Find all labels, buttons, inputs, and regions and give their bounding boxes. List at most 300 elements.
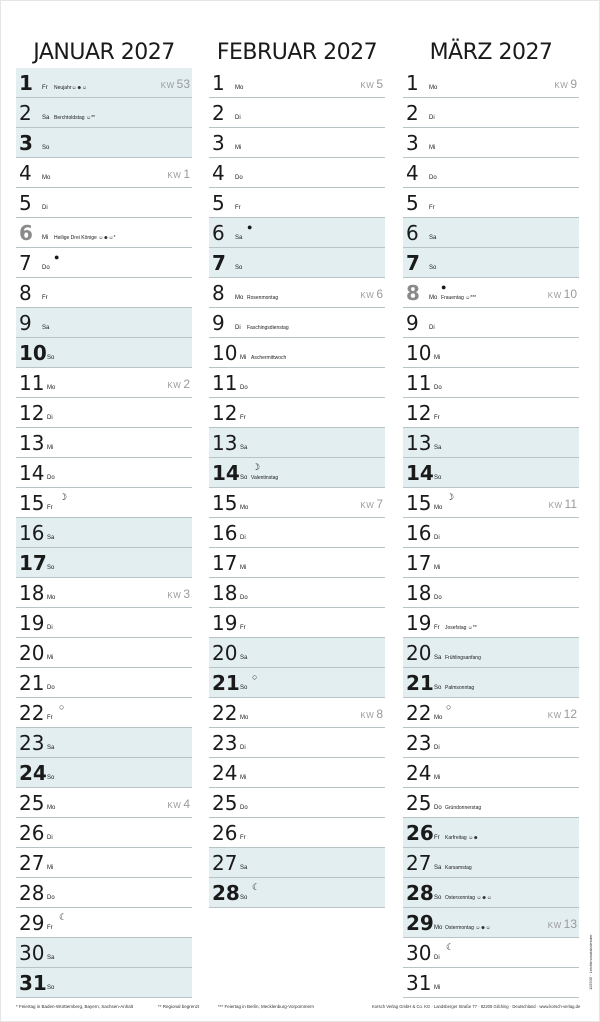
day-number: 16 [212, 521, 238, 545]
calendar-week-number: 5 [376, 77, 383, 91]
day-row [209, 248, 385, 278]
weekday-label: Fr [240, 835, 246, 841]
day-list [403, 68, 579, 998]
day-number: 28 [19, 881, 45, 905]
day-number: 9 [212, 311, 225, 335]
weekday-label: Mi [240, 775, 247, 781]
day-number: 3 [19, 131, 33, 155]
weekday-label: Sa [434, 445, 442, 451]
calendar-week-label [161, 77, 190, 91]
day-number: 13 [212, 431, 238, 455]
weekday-label: Fr [434, 835, 440, 841]
weekday-label: Sa [434, 655, 442, 661]
weekday-label: Mi [47, 655, 54, 661]
day-number: 4 [19, 161, 32, 185]
day-number: 8 [212, 281, 225, 305]
weekday-label: So [434, 475, 442, 481]
weekday-label: Fr [47, 505, 53, 511]
weekday-label: Di [240, 745, 246, 751]
weekday-label: Mi [240, 565, 247, 571]
day-row [16, 788, 192, 818]
weekday-label: Mi [434, 565, 441, 571]
day-number: 26 [19, 821, 45, 845]
weekday-label: Mo [42, 175, 51, 181]
weekday-label: Di [434, 535, 440, 541]
moon-phase-icon: ● [54, 252, 60, 262]
day-number: 19 [212, 611, 238, 635]
day-list [16, 68, 192, 998]
day-row [209, 608, 385, 638]
weekday-label: Mo [429, 295, 438, 301]
day-row [16, 578, 192, 608]
day-number: 20 [19, 641, 45, 665]
calendar-week-number: 10 [563, 287, 577, 301]
holiday-note: Frauentag ☺*** [441, 295, 477, 301]
calendar-week-number: 1 [183, 167, 190, 181]
moon-phase-icon: ● [441, 282, 447, 292]
calendar-week-prefix: KW [167, 801, 182, 810]
weekday-label: So [240, 685, 248, 691]
weekday-label: Mi [434, 985, 441, 991]
day-number: 5 [212, 191, 225, 215]
weekday-label: Fr [240, 415, 246, 421]
day-number: 23 [212, 731, 238, 755]
day-row [209, 518, 385, 548]
day-row [403, 518, 579, 548]
day-number: 6 [406, 221, 419, 245]
day-number: 23 [406, 731, 432, 755]
day-row [16, 368, 192, 398]
calendar-week-prefix: KW [160, 81, 175, 90]
calendar-week-prefix: KW [547, 291, 562, 300]
moon-phase-icon: ○ [252, 672, 258, 682]
day-number: 21 [406, 671, 434, 695]
weekday-label: Fr [42, 85, 48, 91]
calendar-week-label [549, 497, 577, 511]
day-row [209, 668, 385, 698]
day-number: 24 [19, 761, 47, 785]
moon-phase-icon: ☾ [59, 912, 68, 922]
weekday-label: Fr [429, 205, 435, 211]
holiday-note: Valentinstag [251, 475, 279, 481]
day-number: 16 [406, 521, 432, 545]
day-row [403, 968, 579, 998]
day-number: 22 [406, 701, 432, 725]
day-row [403, 818, 579, 848]
day-row [209, 398, 385, 428]
day-row [16, 968, 192, 998]
day-number: 18 [19, 581, 45, 605]
day-row [209, 728, 385, 758]
day-number: 24 [212, 761, 238, 785]
day-row [403, 908, 579, 938]
day-number: 13 [19, 431, 45, 455]
day-row [209, 338, 385, 368]
moon-phase-icon: ○ [446, 702, 452, 712]
month-title: JANUAR 2027 [33, 40, 175, 65]
holiday-note: Josefstag ☺** [445, 625, 477, 631]
day-row [403, 218, 579, 248]
calendar-week-prefix: KW [548, 501, 563, 510]
day-number: 13 [406, 431, 432, 455]
weekday-label: So [47, 355, 55, 361]
day-number: 6 [19, 221, 33, 245]
weekday-label: Di [429, 325, 435, 331]
weekday-label: Do [434, 805, 442, 811]
weekday-label: Di [235, 115, 241, 121]
day-row [403, 278, 579, 308]
day-row [209, 578, 385, 608]
day-row [16, 398, 192, 428]
day-number: 20 [212, 641, 238, 665]
day-list [209, 68, 385, 908]
weekday-label: Mi [240, 355, 247, 361]
day-row [209, 818, 385, 848]
day-number: 14 [212, 461, 240, 485]
day-row [403, 668, 579, 698]
day-number: 10 [212, 341, 238, 365]
weekday-label: Di [429, 115, 435, 121]
day-row [209, 638, 385, 668]
day-number: 17 [212, 551, 238, 575]
day-number: 3 [212, 131, 225, 155]
moon-phase-icon: ○ [59, 702, 65, 712]
day-number: 2 [406, 101, 419, 125]
weekday-label: So [434, 895, 442, 901]
weekday-label: Di [47, 415, 53, 421]
day-row [209, 188, 385, 218]
day-number: 8 [406, 281, 420, 305]
day-row [209, 308, 385, 338]
day-row [403, 728, 579, 758]
holiday-note: Karfreitag ☺☻ [445, 835, 479, 841]
weekday-label: Do [235, 175, 243, 181]
day-number: 18 [212, 581, 238, 605]
day-row [209, 788, 385, 818]
footer-berlin-note: *** Feiertag in Berlin, Mecklenburg-Vorpommern [218, 1004, 315, 1009]
day-number: 4 [406, 161, 419, 185]
day-number: 1 [212, 71, 225, 95]
weekday-label: Do [240, 805, 248, 811]
day-row [16, 938, 192, 968]
weekday-label: Fr [434, 415, 440, 421]
day-row [209, 758, 385, 788]
calendar-week-label [167, 167, 190, 181]
day-row [16, 668, 192, 698]
calendar-week-prefix: KW [167, 171, 182, 180]
calendar-week-label [548, 707, 577, 721]
day-row [209, 428, 385, 458]
weekday-label: Mi [434, 775, 441, 781]
day-row [403, 188, 579, 218]
day-number: 27 [212, 851, 238, 875]
day-row [403, 698, 579, 728]
day-number: 14 [406, 461, 434, 485]
holiday-note: Karsamstag [445, 865, 472, 871]
calendar-week-prefix: KW [167, 381, 182, 390]
day-number: 25 [212, 791, 238, 815]
calendar-week-number: 9 [570, 77, 577, 91]
weekday-label: Mi [42, 235, 49, 241]
weekday-label: Sa [42, 115, 50, 121]
calendar-week-number: 13 [563, 917, 577, 931]
day-row [403, 758, 579, 788]
weekday-label: So [240, 475, 248, 481]
moon-phase-icon: ☽ [252, 462, 261, 472]
day-row [209, 548, 385, 578]
weekday-label: Sa [429, 235, 437, 241]
weekday-label: Do [47, 685, 55, 691]
weekday-label: Mi [235, 145, 242, 151]
weekday-label: So [47, 565, 55, 571]
day-row [16, 338, 192, 368]
calendar-week-label [548, 287, 577, 301]
day-number: 6 [212, 221, 225, 245]
weekday-label: Mo [434, 925, 443, 931]
day-row [16, 68, 192, 98]
weekday-label: Do [47, 895, 55, 901]
day-number: 29 [19, 911, 45, 935]
weekday-label: Do [434, 595, 442, 601]
weekday-label: Do [429, 175, 437, 181]
weekday-label: Mo [240, 505, 249, 511]
day-row [16, 548, 192, 578]
day-number: 11 [212, 371, 238, 395]
weekday-label: Sa [434, 865, 442, 871]
weekday-label: Mo [240, 715, 249, 721]
calendar-week-number: 2 [183, 377, 190, 391]
footer-publisher: Korsch Verlag GmbH & Co. KG · Landsberger Straße 77 · 82205 Gilching · Deutschland · www.korsch-verlag.de [372, 1004, 581, 1009]
day-number: 12 [19, 401, 45, 425]
weekday-label: Di [47, 625, 53, 631]
day-number: 4 [212, 161, 225, 185]
day-number: 21 [212, 671, 240, 695]
day-number: 14 [19, 461, 45, 485]
day-row [16, 848, 192, 878]
weekday-label: So [47, 775, 55, 781]
weekday-label: Mi [47, 865, 54, 871]
weekday-label: Mo [47, 385, 56, 391]
month-title: MÄRZ 2027 [429, 40, 553, 65]
day-row [403, 548, 579, 578]
calendar-week-label [360, 707, 383, 721]
calendar-week-number: 3 [183, 587, 190, 601]
day-row [209, 158, 385, 188]
day-row [16, 488, 192, 518]
weekday-label: Fr [235, 205, 241, 211]
day-number: 5 [406, 191, 419, 215]
weekday-label: Do [240, 595, 248, 601]
month-title: FEBRUAR 2027 [216, 40, 378, 65]
day-number: 5 [19, 191, 32, 215]
day-number: 10 [406, 341, 432, 365]
day-number: 19 [406, 611, 432, 635]
weekday-label: Mi [434, 355, 441, 361]
day-row [403, 458, 579, 488]
day-row [403, 788, 579, 818]
weekday-label: Sa [47, 745, 55, 751]
weekday-label: Di [434, 955, 440, 961]
holiday-note: Palmsonntag [445, 685, 475, 691]
day-row [209, 698, 385, 728]
day-number: 28 [406, 881, 434, 905]
calendar-week-label [167, 377, 190, 391]
day-row [403, 338, 579, 368]
day-number: 15 [406, 491, 432, 515]
moon-phase-icon: ● [247, 222, 253, 232]
weekday-label: Fr [47, 925, 53, 931]
weekday-label: So [42, 145, 50, 151]
day-row [16, 878, 192, 908]
day-row [16, 728, 192, 758]
calendar-week-label [360, 497, 383, 511]
moon-phase-icon: ☽ [59, 492, 68, 502]
footer-holiday-note: * Feiertag in Baden-Württemberg, Bayern, Sachsen-Anhalt [16, 1004, 134, 1009]
side-print-code: 115505 · Leichtmonatskalender [588, 934, 593, 990]
day-number: 27 [19, 851, 45, 875]
weekday-label: Do [240, 385, 248, 391]
day-row [209, 278, 385, 308]
day-row [209, 68, 385, 98]
weekday-label: Mo [47, 595, 56, 601]
holiday-note: Aschermittwoch [251, 355, 287, 361]
weekday-label: Sa [47, 955, 55, 961]
day-number: 10 [19, 341, 47, 365]
day-row [403, 128, 579, 158]
day-number: 22 [212, 701, 238, 725]
holiday-note: Frühlingsanfang [445, 655, 481, 661]
day-number: 24 [406, 761, 432, 785]
calendar-week-prefix: KW [547, 711, 562, 720]
weekday-label: Mi [429, 145, 436, 151]
day-row [209, 98, 385, 128]
day-number: 1 [406, 71, 419, 95]
day-row [403, 488, 579, 518]
calendar-week-label [360, 287, 383, 301]
day-row [16, 278, 192, 308]
day-number: 7 [406, 251, 420, 275]
day-row [16, 638, 192, 668]
day-number: 9 [19, 311, 32, 335]
day-number: 17 [19, 551, 47, 575]
day-row [16, 428, 192, 458]
calendar-week-number: 11 [564, 497, 577, 511]
weekday-label: Di [240, 535, 246, 541]
weekday-label: So [429, 265, 437, 271]
day-row [16, 98, 192, 128]
weekday-label: Fr [434, 625, 440, 631]
day-number: 3 [406, 131, 419, 155]
calendar-week-number: 6 [376, 287, 383, 301]
day-number: 18 [406, 581, 432, 605]
weekday-label: Di [47, 835, 53, 841]
day-row [16, 908, 192, 938]
day-number: 26 [406, 821, 434, 845]
day-number: 17 [406, 551, 432, 575]
calendar-week-prefix: KW [360, 711, 375, 720]
day-row [403, 308, 579, 338]
holiday-note: Berchtoldstag ☺** [54, 115, 95, 121]
day-row [403, 98, 579, 128]
day-row [209, 848, 385, 878]
holiday-note: Neujahr☺☻☺ [54, 85, 87, 91]
day-row [209, 458, 385, 488]
weekday-label: Do [47, 475, 55, 481]
holiday-note: Ostermontag ☺☻☺ [445, 925, 491, 931]
calendar-week-prefix: KW [360, 501, 375, 510]
weekday-label: So [240, 895, 248, 901]
day-number: 25 [19, 791, 45, 815]
holiday-note: Gründonnerstag [445, 805, 482, 811]
day-row [209, 128, 385, 158]
day-row [209, 218, 385, 248]
day-row [16, 158, 192, 188]
day-number: 31 [19, 971, 47, 995]
day-row [403, 428, 579, 458]
weekday-label: Mo [235, 85, 244, 91]
calendar-week-label [548, 917, 577, 931]
calendar-week-number: 53 [176, 77, 190, 91]
day-row [16, 248, 192, 278]
moon-phase-icon: ☽ [446, 492, 455, 502]
day-row [16, 128, 192, 158]
weekday-label: So [47, 985, 55, 991]
day-row [403, 848, 579, 878]
calendar-week-prefix: KW [554, 81, 569, 90]
day-row [403, 878, 579, 908]
day-row [16, 818, 192, 848]
day-row [16, 608, 192, 638]
weekday-label: So [235, 265, 243, 271]
day-number: 29 [406, 911, 434, 935]
weekday-label: Mo [434, 505, 443, 511]
weekday-label: Sa [42, 325, 50, 331]
holiday-note: Ostersonntag ☺☻☺ [445, 895, 492, 901]
day-row [403, 578, 579, 608]
weekday-label: Fr [42, 295, 48, 301]
day-row [403, 608, 579, 638]
moon-phase-icon: ☾ [252, 882, 261, 892]
day-row [16, 188, 192, 218]
day-row [403, 938, 579, 968]
weekday-label: Fr [240, 625, 246, 631]
weekday-label: Sa [240, 445, 248, 451]
day-row [16, 218, 192, 248]
day-number: 2 [212, 101, 225, 125]
day-number: 15 [19, 491, 45, 515]
day-row [16, 308, 192, 338]
holiday-note: Rosenmontag [247, 295, 279, 301]
day-number: 22 [19, 701, 45, 725]
day-number: 25 [406, 791, 432, 815]
weekday-label: Mi [47, 445, 54, 451]
weekday-label: Di [235, 325, 241, 331]
day-row [16, 458, 192, 488]
weekday-label: Mo [429, 85, 438, 91]
day-row [403, 638, 579, 668]
calendar-week-number: 4 [183, 797, 190, 811]
weekday-label: Sa [235, 235, 243, 241]
day-row [403, 398, 579, 428]
calendar-week-prefix: KW [167, 591, 182, 600]
weekday-label: Mo [47, 805, 56, 811]
day-number: 8 [19, 281, 32, 305]
calendar-week-label [167, 587, 190, 601]
day-row [209, 878, 385, 908]
day-row [16, 758, 192, 788]
day-row [16, 698, 192, 728]
calendar-week-number: 12 [563, 707, 577, 721]
